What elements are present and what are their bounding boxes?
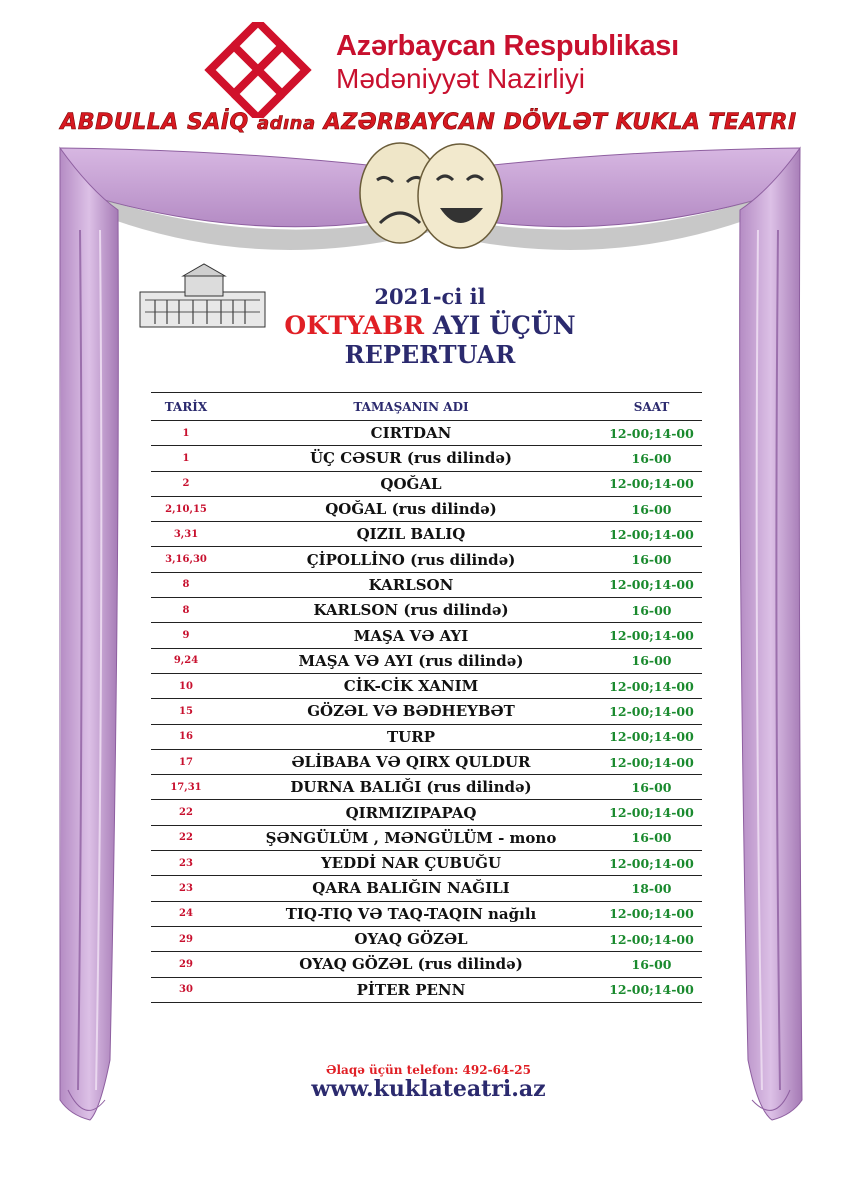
header-title: TAMAŞANIN ADI — [353, 399, 469, 414]
table-row — [151, 522, 702, 547]
theatre-name-part-1: ABDULLA SAİQ — [60, 110, 249, 135]
row-date: 1 — [182, 427, 190, 439]
table-row — [151, 826, 702, 851]
table-row — [151, 775, 702, 800]
row-title: QARA BALIĞIN NAĞILI — [312, 879, 510, 898]
row-date: 3,16,30 — [165, 554, 207, 566]
website-link[interactable]: www.kuklateatri.az — [311, 1076, 546, 1102]
table-row — [151, 497, 702, 522]
ministry-name — [336, 30, 679, 96]
row-title: CİK-CİK XANIM — [343, 677, 479, 696]
row-time: 16-00 — [631, 653, 672, 669]
row-title: KARLSON — [368, 575, 454, 594]
row-title: KARLSON (rus dilində) — [313, 601, 509, 620]
row-time: 16-00 — [631, 501, 672, 517]
table-row — [151, 547, 702, 572]
table-row — [151, 421, 702, 446]
table-row — [151, 725, 702, 750]
row-title: DURNA BALIĞI (rus dilində) — [290, 778, 532, 797]
header-date: TARİX — [164, 399, 208, 414]
table-row — [151, 902, 702, 927]
row-time: 16-00 — [631, 450, 672, 466]
row-date: 3,31 — [173, 528, 199, 540]
row-time: 12-00;14-00 — [609, 982, 694, 998]
row-title: ÜÇ CƏSUR (rus dilində) — [309, 449, 513, 468]
header-time: SAAT — [633, 399, 670, 414]
theatre-masks-image — [345, 138, 515, 258]
row-time: 12-00;14-00 — [609, 577, 694, 593]
row-title: OYAQ GÖZƏL — [354, 930, 468, 949]
row-title: ŞƏNGÜLÜM , MƏNGÜLÜM - mono — [265, 828, 557, 847]
row-date: 24 — [179, 908, 193, 920]
row-time: 12-00;14-00 — [609, 526, 694, 542]
row-date: 9 — [182, 630, 190, 642]
row-time: 12-00;14-00 — [609, 754, 694, 770]
repertoire-table — [151, 392, 702, 1003]
table-row — [151, 800, 702, 825]
row-time: 12-00;14-00 — [609, 628, 694, 644]
row-time: 12-00;14-00 — [609, 729, 694, 745]
table-row — [151, 876, 702, 901]
row-date: 2 — [182, 478, 190, 490]
row-title: TURP — [387, 727, 435, 746]
row-date: 29 — [179, 958, 193, 970]
theatre-name-part-2: adına — [256, 113, 316, 134]
row-title: ÇİPOLLİNO (rus dilində) — [306, 550, 516, 569]
contact-phone: Əlaqə üçün telefon: 492-64-25 — [326, 1063, 531, 1077]
theatre-name — [0, 110, 857, 135]
row-date: 17,31 — [170, 781, 202, 793]
table-row — [151, 623, 702, 648]
table-row — [151, 851, 702, 876]
month-title — [250, 311, 610, 340]
table-row — [151, 649, 702, 674]
row-title: TIQ-TIQ VƏ TAQ-TAQIN nağılı — [285, 904, 537, 923]
table-row — [151, 699, 702, 724]
row-time: 12-00;14-00 — [609, 805, 694, 821]
row-title: YEDDİ NAR ÇUBUĞU — [320, 854, 502, 873]
row-date: 17 — [179, 756, 193, 768]
row-title: QIZIL BALIQ — [356, 525, 466, 544]
row-date: 15 — [179, 705, 193, 717]
row-date: 22 — [179, 807, 193, 819]
table-row — [151, 750, 702, 775]
ministry-line-1: Azərbaycan Respublikası — [336, 30, 679, 62]
table-row — [151, 952, 702, 977]
row-time: 12-00;14-00 — [609, 855, 694, 871]
row-time: 16-00 — [631, 779, 672, 795]
row-title: OYAQ GÖZƏL (rus dilində) — [299, 955, 523, 974]
year-title: 2021-ci il — [374, 284, 486, 309]
row-title: QOĞAL (rus dilində) — [325, 500, 497, 519]
row-date: 1 — [182, 452, 190, 464]
row-title: QOĞAL — [380, 474, 442, 493]
row-time: 12-00;14-00 — [609, 425, 694, 441]
row-time: 16-00 — [631, 830, 672, 846]
row-date: 8 — [182, 604, 190, 616]
row-date: 16 — [179, 731, 193, 743]
row-time: 12-00;14-00 — [609, 703, 694, 719]
row-time: 16-00 — [631, 552, 672, 568]
row-time: 16-00 — [631, 956, 672, 972]
row-time: 12-00;14-00 — [609, 476, 694, 492]
row-date: 8 — [182, 579, 190, 591]
row-title: MAŞA VƏ AYI — [353, 626, 469, 645]
row-title: CIRTDAN — [370, 424, 452, 443]
table-body — [151, 421, 702, 1003]
row-time: 18-00 — [631, 880, 672, 896]
row-date: 10 — [179, 680, 193, 692]
ministry-logo — [200, 22, 318, 118]
row-time: 12-00;14-00 — [609, 931, 694, 947]
row-date: 23 — [179, 857, 193, 869]
table-row — [151, 927, 702, 952]
row-date: 29 — [179, 933, 193, 945]
row-time: 12-00;14-00 — [609, 906, 694, 922]
row-title: ƏLİBABA VƏ QIRX QULDUR — [291, 753, 531, 771]
row-time: 16-00 — [631, 602, 672, 618]
row-title: MAŞA VƏ AYI (rus dilində) — [298, 651, 524, 670]
theatre-name-part-3: AZƏRBAYCAN DÖVLƏT KUKLA TEATRI — [323, 110, 797, 135]
table-row — [151, 598, 702, 623]
table-row — [151, 573, 702, 598]
month-suffix: AYI ÜÇÜN — [432, 311, 576, 340]
row-title: GÖZƏL VƏ BƏDHEYBƏT — [307, 702, 515, 721]
row-date: 2,10,15 — [165, 503, 207, 515]
repertoire-title: REPERTUAR — [344, 340, 516, 369]
row-title: QIRMIZIPAPAQ — [345, 803, 477, 822]
table-header — [151, 392, 702, 421]
row-date: 9,24 — [173, 655, 199, 667]
table-row — [151, 978, 702, 1003]
table-row — [151, 446, 702, 471]
ministry-line-2: Mədəniyyət Nazirliyi — [336, 63, 585, 95]
row-date: 22 — [179, 832, 193, 844]
repertoire-heading — [250, 284, 610, 369]
row-date: 30 — [179, 984, 193, 996]
month-name: OKTYABR — [284, 311, 425, 340]
table-row — [151, 472, 702, 497]
row-title: PİTER PENN — [356, 980, 466, 999]
table-row — [151, 674, 702, 699]
row-time: 12-00;14-00 — [609, 678, 694, 694]
row-date: 23 — [179, 882, 193, 894]
